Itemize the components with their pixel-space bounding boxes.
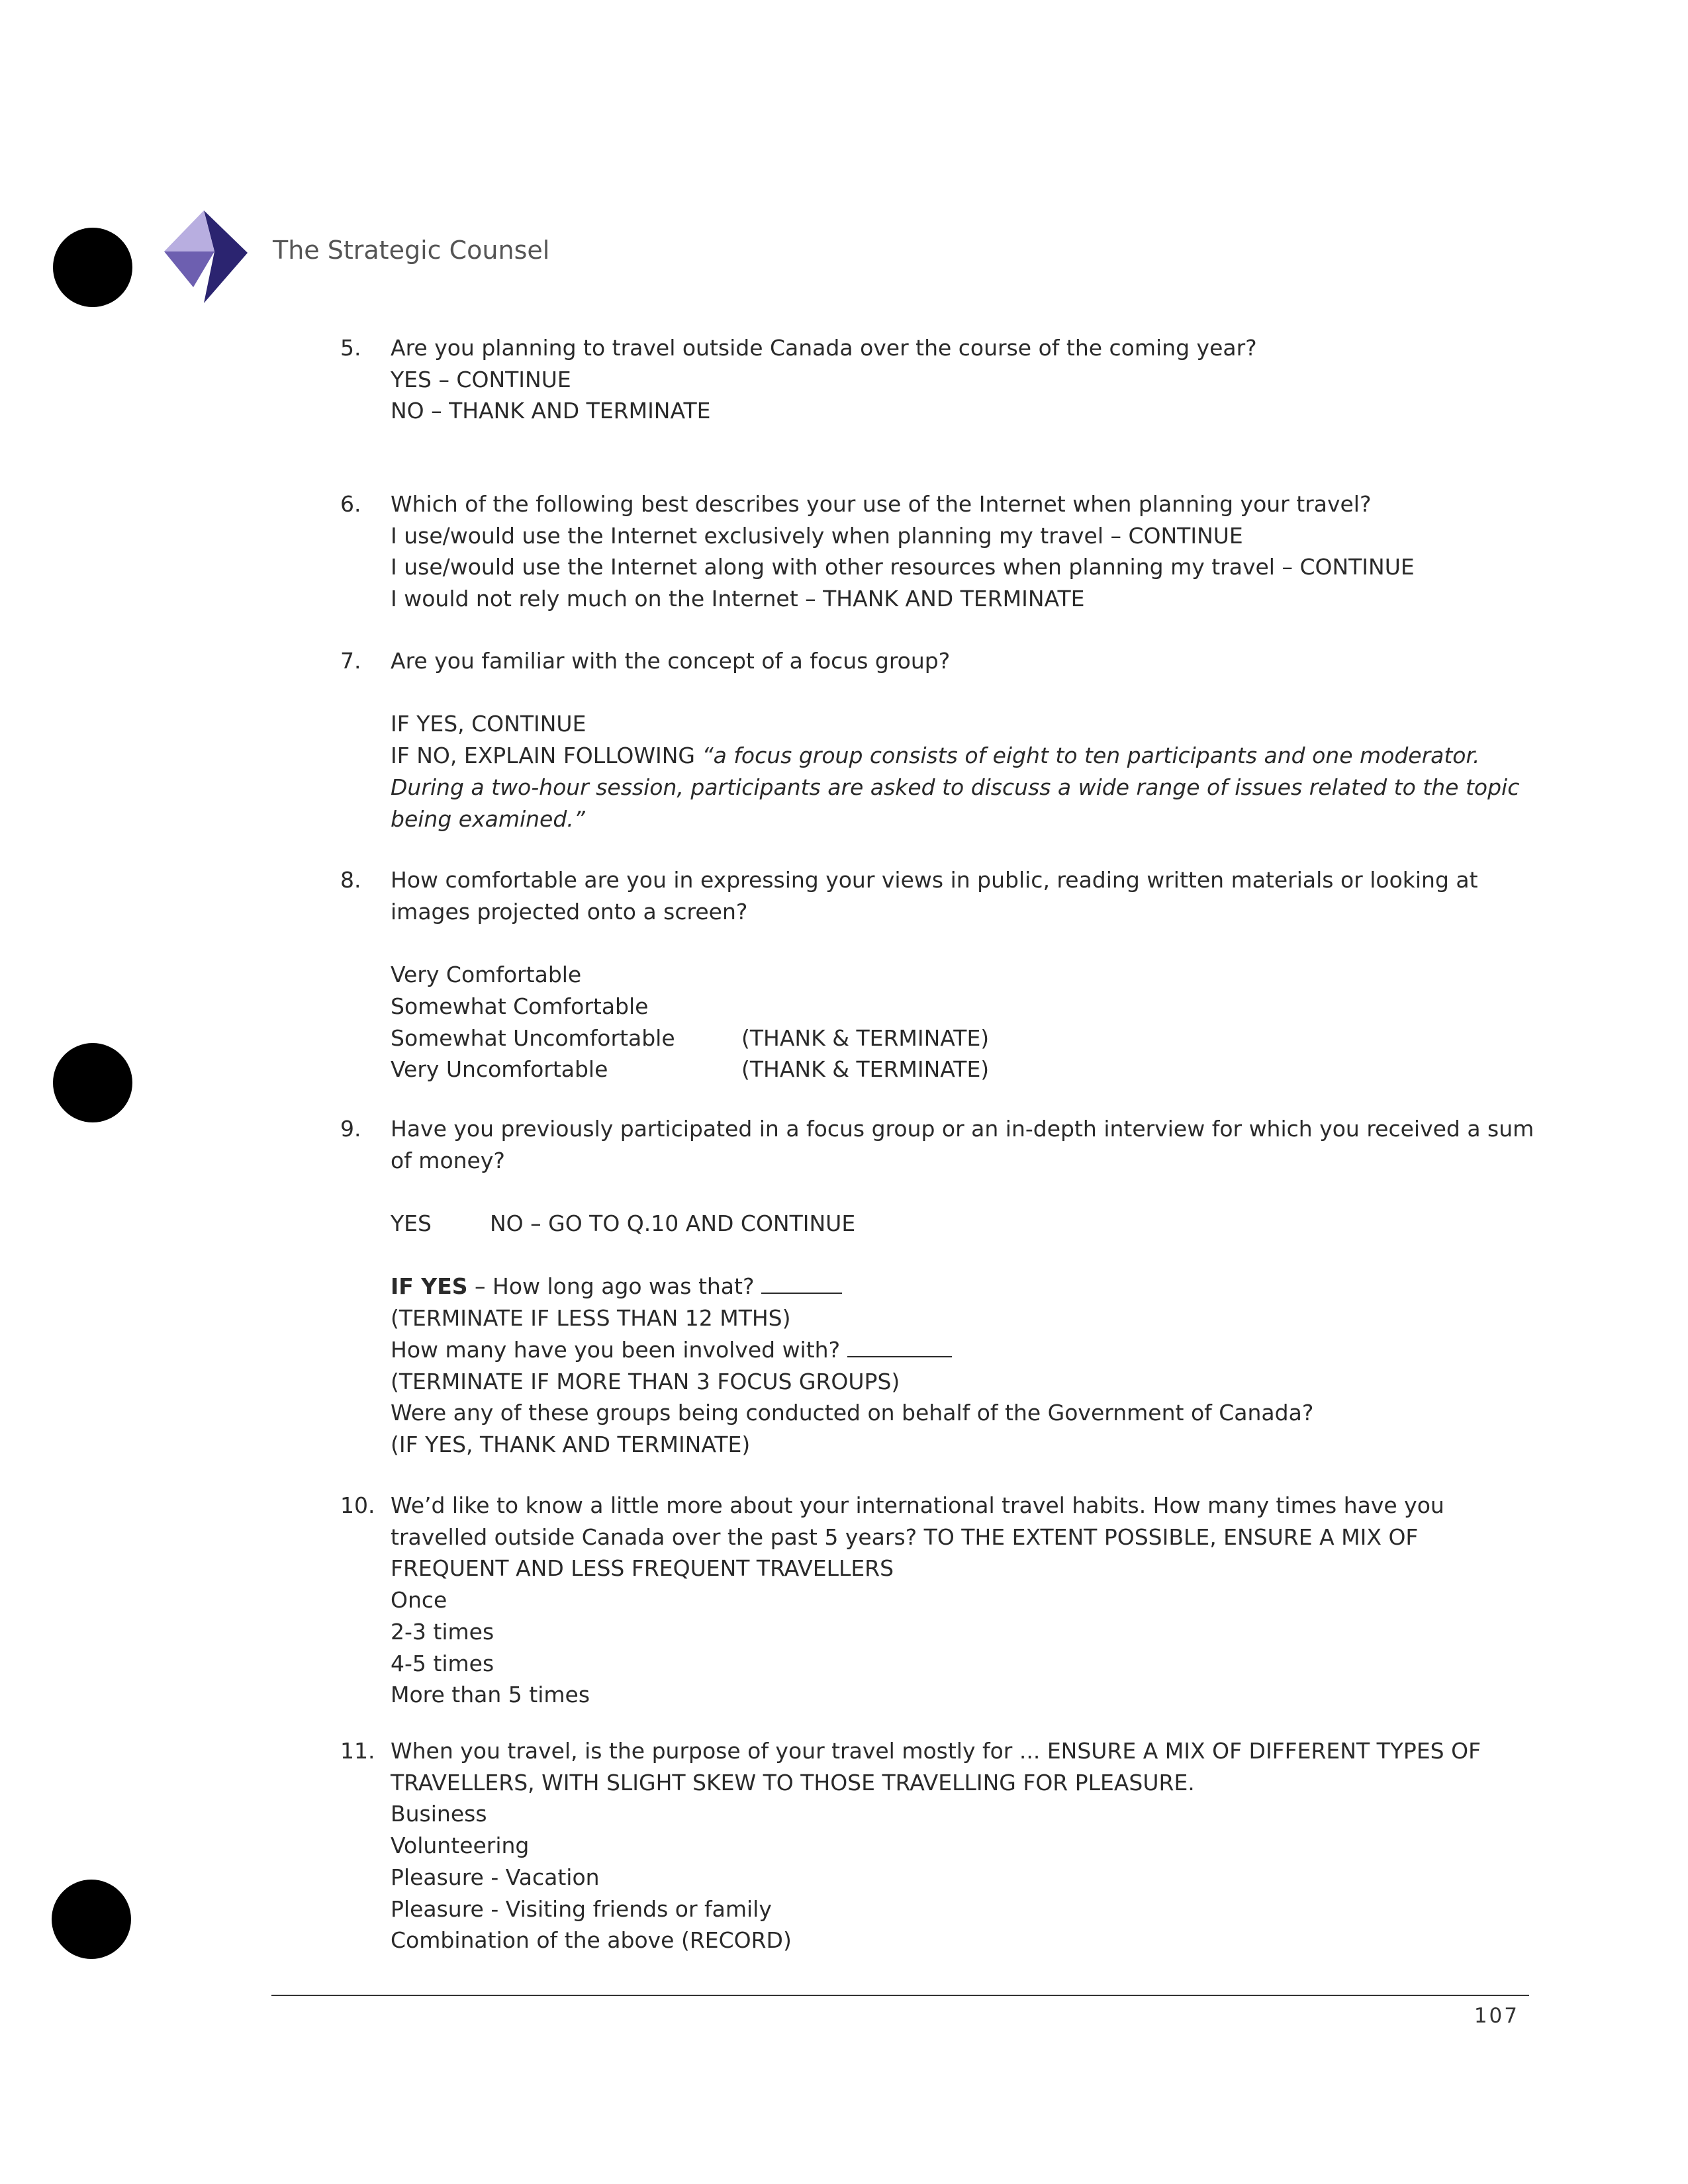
answer-option: 2-3 times [391, 1618, 494, 1645]
footer-rule [271, 1995, 1529, 1996]
question-10 [340, 1490, 1538, 1711]
option-label: Very Uncomfortable [391, 1056, 608, 1083]
answer-option: YES – CONTINUE [391, 366, 571, 392]
question-text: When you travel, is the purpose of your travel mostly for ... ENSURE A MIX OF DIFFERENT TYPES OF TRAVELLERS, WITH SLIGHT SKEW TO THOSE TRAVELLING FOR PLEASURE. [391, 1738, 1481, 1796]
question-text: Are you planning to travel outside Canada over the course of the coming year? [391, 335, 1257, 361]
binder-hole-bottom [52, 1880, 131, 1959]
answer-yes: YES [391, 1210, 432, 1237]
answer-option: Pleasure - Vacation [391, 1864, 600, 1890]
answer-option: Combination of the above (RECORD) [391, 1927, 792, 1954]
brand-name: The Strategic Counsel [273, 236, 550, 265]
option-label: Somewhat Comfortable [391, 993, 649, 1019]
answer-option [391, 1023, 1538, 1054]
option-label: Somewhat Uncomfortable [391, 1024, 675, 1051]
answer-option: I would not rely much on the Internet – THANK AND TERMINATE [391, 586, 1085, 612]
question-number: 9. [340, 1116, 361, 1142]
strategic-counsel-logo-icon [164, 210, 257, 303]
answer-option: Volunteering [391, 1833, 530, 1859]
answer-blank [847, 1336, 952, 1357]
followup-text: – How long ago was that? [475, 1273, 755, 1300]
question-9 [340, 1113, 1538, 1461]
followup [391, 1271, 1538, 1302]
question-8 [340, 864, 1538, 1085]
if-yes-label: IF YES [391, 1273, 468, 1300]
question-number: 8. [340, 867, 361, 893]
answer-no: NO – GO TO Q.10 AND CONTINUE [490, 1210, 856, 1237]
binder-hole-middle [53, 1043, 132, 1122]
answer-option: Pleasure - Visiting friends or family [391, 1895, 772, 1922]
answer-option: More than 5 times [391, 1682, 590, 1708]
answer-option: I use/would use the Internet exclusively when planning my travel – CONTINUE [391, 522, 1243, 549]
answer-option: Once [391, 1587, 447, 1614]
answer-blank [761, 1273, 842, 1294]
question-text: How comfortable are you in expressing your views in public, reading written materials or looking at images projected onto a screen? [391, 867, 1478, 925]
question-text: Which of the following best describes your use of the Internet when planning your travel? [391, 491, 1372, 517]
question-number: 10. [340, 1492, 375, 1518]
followup [391, 1334, 1538, 1366]
answer-option: Business [391, 1801, 487, 1827]
question-text: We’d like to know a little more about your international travel habits. How many times have you travelled outside Canada over the past 5 years? TO THE EXTENT POSSIBLE, ENSURE A MIX OF FREQUENT AND LESS FREQUENT TRAVELLERS [391, 1492, 1444, 1582]
followup-text: Were any of these groups being conducted on behalf of the Government of Canada? [391, 1400, 1314, 1426]
question-text: Are you familiar with the concept of a focus group? [391, 648, 951, 674]
question-11 [340, 1735, 1538, 1956]
instruction [391, 740, 1538, 835]
question-number: 11. [340, 1738, 375, 1764]
answer-option: I use/would use the Internet along with other resources when planning my travel – CONTINUE [391, 554, 1415, 580]
option-label: Very Comfortable [391, 962, 582, 988]
answer-row [391, 1208, 1538, 1240]
instruction-label: IF NO, EXPLAIN FOLLOWING [391, 743, 695, 769]
question-text: Have you previously participated in a focus group or an in-depth interview for which you received a sum of money? [391, 1116, 1534, 1173]
binder-hole-top [53, 228, 132, 307]
answer-option [391, 1054, 1538, 1085]
option-note: (THANK & TERMINATE) [741, 1056, 990, 1083]
question-number: 5. [340, 335, 361, 361]
followup-instruction: (TERMINATE IF MORE THAN 3 FOCUS GROUPS) [391, 1368, 900, 1394]
question-6 [340, 488, 1538, 615]
option-note: (THANK & TERMINATE) [741, 1024, 990, 1051]
question-number: 7. [340, 648, 361, 674]
question-number: 6. [340, 491, 361, 517]
page-number: 107 [1474, 2004, 1519, 2028]
answer-option [391, 991, 1538, 1023]
followup-text: How many have you been involved with? [391, 1336, 841, 1363]
followup-instruction: (TERMINATE IF LESS THAN 12 MTHS) [391, 1305, 791, 1332]
followup-instruction: (IF YES, THANK AND TERMINATE) [391, 1432, 751, 1457]
answer-option: 4-5 times [391, 1650, 494, 1676]
answer-option: NO – THANK AND TERMINATE [391, 398, 711, 424]
focus-group-explanation: “a focus group consists of eight to ten participants and one moderator. During a two-hour session, participants are asked to discuss a wide range of issues related to the topic being examined.” [391, 743, 1520, 832]
question-7 [340, 645, 1538, 835]
question-5 [340, 332, 1538, 427]
answer-option [391, 959, 1538, 991]
instruction: IF YES, CONTINUE [391, 711, 586, 737]
